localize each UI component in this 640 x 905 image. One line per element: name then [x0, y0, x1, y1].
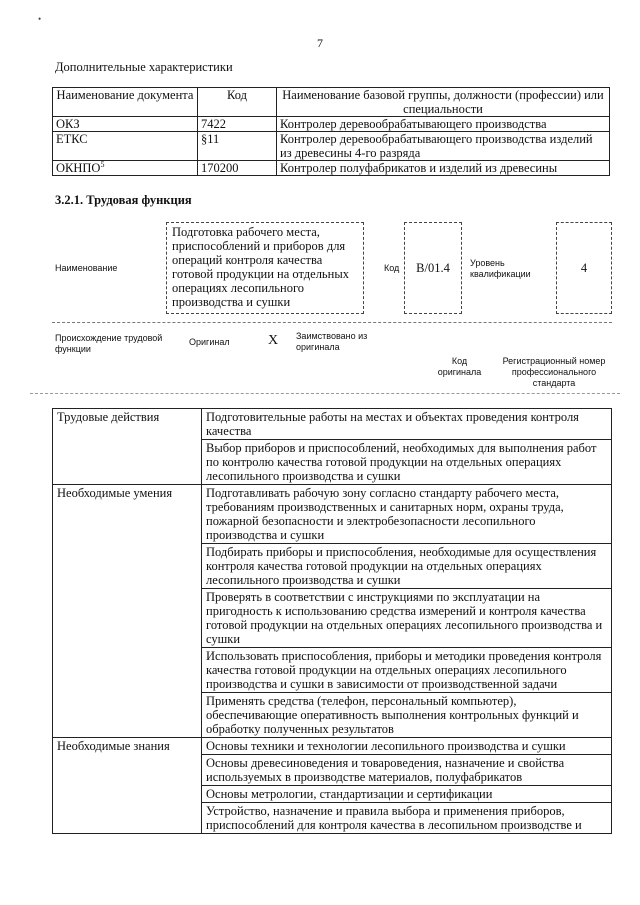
list-item: Проверять в соответствии с инструкциями по эксплуатации на пригодность к использованию средства измерений и контроля качества готовой продукции на отдельных операциях лесопильного производства и сушки — [202, 589, 612, 648]
list-item: Выбор приборов и приспособлений, необходимых для выполнения работ по контролю качества готовой продукции на отдельных операциях лесопильного производства и сушки — [202, 440, 612, 485]
code-of-original-label: Код оригинала — [437, 356, 482, 377]
name-label: Наименование — [55, 263, 118, 273]
row-name: Контролер полуфабрикатов и изделий из древесины — [277, 161, 610, 176]
qualification-level-label: Уровень квалификации — [470, 258, 531, 279]
row-name: Контролер деревообрабатывающего производства изделий из древесины 4-го разряда — [277, 132, 610, 161]
divider — [52, 322, 612, 323]
list-item: Подготовительные работы на местах и объектах проведения контроля качества — [202, 409, 612, 440]
footnote-mark: 5 — [100, 159, 105, 169]
list-item: Подбирать приборы и приспособления, необходимые для осуществления контроля качества готовой продукции на отдельных операциях лесопильного производства и сушки — [202, 544, 612, 589]
row-code: §11 — [198, 132, 277, 161]
row-document: ЕТКС — [53, 132, 198, 161]
table-row — [53, 485, 612, 544]
table-row — [53, 738, 612, 755]
category-required-knowledge: Необходимые знания — [53, 738, 202, 834]
category-labor-actions: Трудовые действия — [53, 409, 202, 485]
qualification-level-box: 4 — [556, 222, 612, 314]
table-header-row — [53, 88, 610, 117]
row-name: Контролер деревообрабатывающего производства — [277, 117, 610, 132]
labor-function-title: 3.2.1. Трудовая функция — [55, 193, 192, 207]
category-required-skills: Необходимые умения — [53, 485, 202, 738]
row-document: ОКЗ — [53, 117, 198, 132]
page-number: 7 — [317, 36, 323, 50]
list-item: Основы древесиноведения и товароведения, назначение и свойства используемых в производстве материалов, полуфабрикатов — [202, 755, 612, 786]
header-code: Код — [198, 88, 277, 117]
row-document: ОКНПО$^5$ — [53, 161, 198, 176]
list-item: Использовать приспособления, приборы и методики проведения контроля качества готовой продукции на отдельных операциях лесопильного производства и сушки в зависимости от производственной задачи — [202, 648, 612, 693]
labor-function-table — [52, 408, 612, 834]
list-item: Основы техники и технологии лесопильного производства и сушки — [202, 738, 612, 755]
row-code: 170200 — [198, 161, 277, 176]
registration-number-label: Регистрационный номер профессионального стандарта — [502, 356, 606, 388]
table-row — [53, 132, 610, 161]
table-row — [53, 161, 610, 176]
header-group-name: Наименование базовой группы, должности (профессии) или специальности — [277, 88, 610, 117]
code-label: Код — [384, 263, 400, 273]
divider — [30, 393, 620, 394]
list-item: Подготавливать рабочую зону согласно стандарту рабочего места, требованиям производственных и санитарных норм, охраны труда, пожарной безопасности и электробезопасности лесопильного производства и сушки — [202, 485, 612, 544]
header-document-name: Наименование документа — [53, 88, 198, 117]
table-row — [53, 117, 610, 132]
function-origin-label: Происхождение трудовой функции — [55, 333, 163, 354]
row-code: 7422 — [198, 117, 277, 132]
original-x-mark: X — [268, 333, 279, 348]
additional-characteristics-heading: Дополнительные характеристики — [55, 60, 233, 74]
corner-mark: • — [38, 14, 42, 24]
list-item: Устройство, назначение и правила выбора и применения приборов, приспособлений для контроля качества в лесопильном производстве и — [202, 803, 612, 834]
characteristics-table — [52, 87, 610, 176]
function-name-box: Подготовка рабочего места, приспособлений и приборов для операций контроля качества готовой продукции на отдельных операциях лесопильного производства и сушки — [166, 222, 364, 314]
function-code-box: В/01.4 — [404, 222, 462, 314]
borrowed-label: Заимствовано из оригинала — [296, 331, 368, 352]
list-item: Применять средства (телефон, персональный компьютер), обеспечивающие оперативность выполнения контрольных функций и обработку полученных результатов — [202, 693, 612, 738]
list-item: Основы метрологии, стандартизации и сертификации — [202, 786, 612, 803]
table-row — [53, 409, 612, 440]
original-label: Оригинал — [189, 337, 230, 347]
